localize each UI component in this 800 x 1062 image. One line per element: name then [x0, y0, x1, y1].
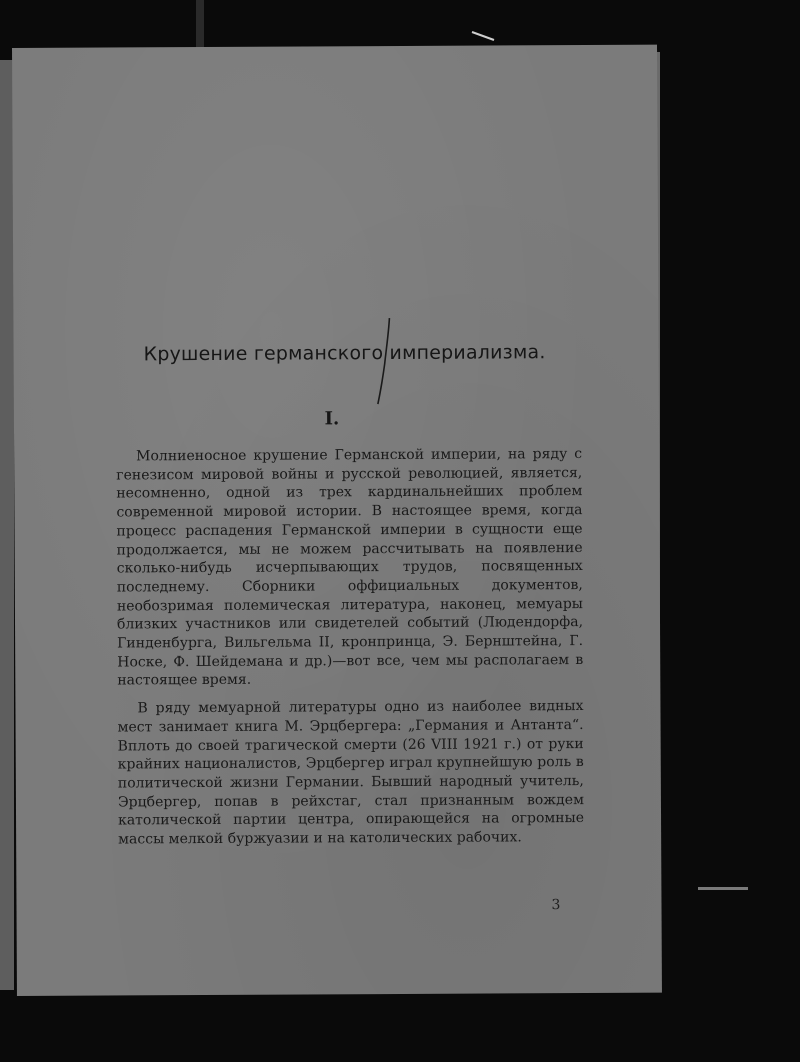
section-number: I.: [324, 408, 340, 430]
book-page: [12, 45, 662, 996]
scan-artifact: [698, 887, 748, 890]
scan-artifact: [470, 28, 504, 42]
body-text: [116, 445, 584, 858]
page-number: 3: [551, 897, 561, 914]
paragraph: В ряду мемуарной литературы одно из наиболее видных мест занимает книга М. Эрцбергера: „Германия и Антанта“. Вплоть до своей трагической смерти (26 VIII 1921 г.) от руки крайних националистов, Эрцбергер играл крупнейшую роль в политической жизни Германии. Бывший народный учитель, Эрцбергер, попав в рейхстаг, стал признанным вождем католической партии центра, опирающейся на огромные массы мелкой буржуазии и на католических рабочих.: [117, 698, 585, 848]
chapter-title: Крушение германского империализма.: [143, 341, 546, 366]
pen-mark: [373, 316, 393, 406]
paragraph: Молниеносное крушение Германской империи, на ряду с генезисом мировой войны и русской революцией, является, несомненно, одной из трех кардинальнейших проблем современной мировой истории. В настоящее время, когда процесс распадения Германской империи в сущности еще продолжается, мы не можем рассчитывать на появление сколько-нибудь исчерпывающих трудов, посвященных последнему. Сборники оффициальных документов, необозримая полемическая литература, наконец, мемуары близких участников или свидетелей событий (Людендорфа, Гинденбурга, Вильгельма II, кронпринца, Э. Бернштейна, Г. Носке, Ф. Шейдемана и др.)—вот все, чем мы располагаем в настоящее время.: [116, 446, 584, 689]
